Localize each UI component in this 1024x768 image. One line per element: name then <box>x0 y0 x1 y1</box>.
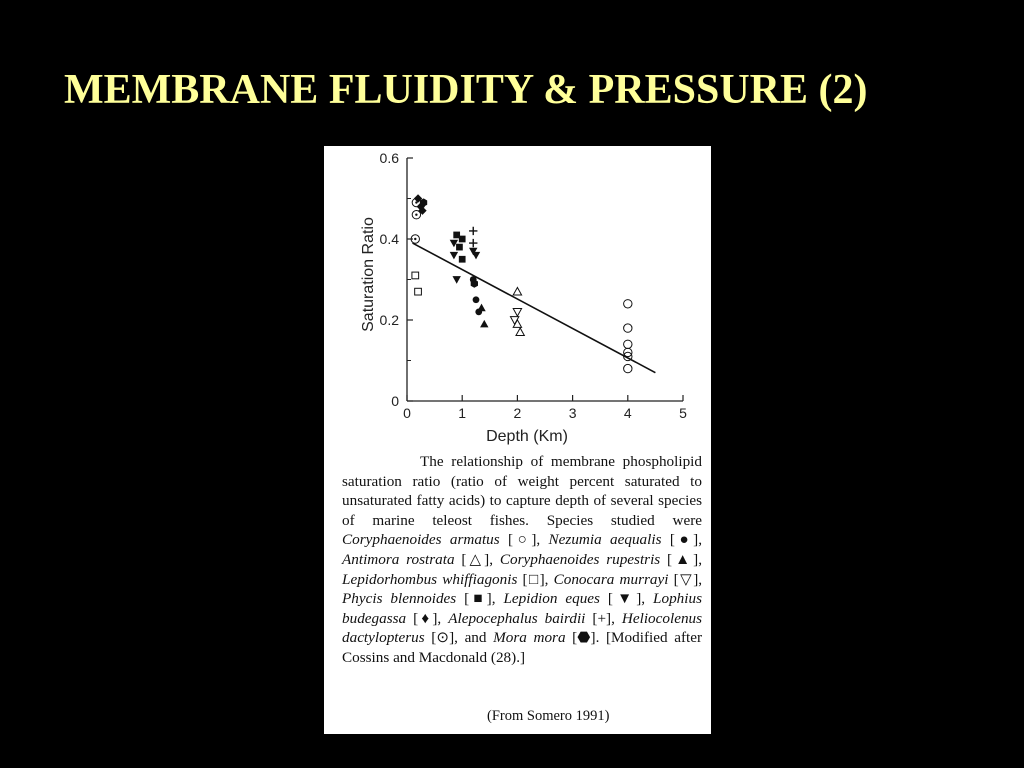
species-separator: , <box>544 570 549 588</box>
species-separator: , <box>611 609 615 627</box>
marker-open-circle <box>624 364 632 372</box>
species-entry: Alepocephalus bairdii [+], <box>448 609 615 627</box>
species-entry: Lophius budegassa [♦], <box>342 590 702 627</box>
species-separator: , <box>698 570 703 588</box>
species-symbol: ▼ <box>612 590 637 608</box>
marker-dotted-circle-center <box>415 214 417 216</box>
species-entry: Coryphaenoides armatus [○], <box>342 531 541 549</box>
species-separator: , and <box>454 629 487 647</box>
species-name: Alepocephalus bairdii <box>448 609 586 627</box>
scatter-chart <box>324 146 711 446</box>
species-symbol: ⬣ <box>577 629 591 647</box>
species-separator: . <box>595 629 600 647</box>
species-entry: Antimora rostrata [△], <box>342 550 494 568</box>
species-symbol: □ <box>527 570 540 588</box>
species-entry: Phycis blennoides [■], <box>342 590 496 608</box>
x-tick-label: 0 <box>403 405 411 421</box>
marker-open-circle <box>624 340 632 348</box>
species-separator: , <box>437 609 442 627</box>
x-tick-label: 3 <box>568 405 577 421</box>
species-name: Lophius budegassa <box>342 590 702 627</box>
x-tick-label: 1 <box>458 405 467 421</box>
species-separator: , <box>536 531 541 549</box>
figure-credit: (From Somero 1991) <box>487 708 610 724</box>
marker-open-triangle <box>513 287 521 295</box>
species-symbol: ♦ <box>418 609 433 627</box>
species-symbol: △ <box>466 550 485 568</box>
species-separator: , <box>489 550 494 568</box>
species-symbol: ▽ <box>678 570 694 588</box>
marker-plus <box>469 227 477 235</box>
species-symbol: ○ <box>513 531 532 549</box>
species-name: Phycis blennoides <box>342 590 457 608</box>
marker-plus <box>469 239 477 247</box>
x-axis-label: Depth (Km) <box>486 428 568 445</box>
species-entry: Conocara murrayi [▽], <box>553 570 703 588</box>
caption-note: [Modified after Cossins and Macdonald (28).] <box>342 629 703 666</box>
species-name: Lepidion eques <box>503 590 600 608</box>
species-separator: , <box>491 590 496 608</box>
marker-open-triangle <box>516 328 524 336</box>
species-entry: Nezumia aequalis [●], <box>548 531 703 549</box>
species-entry: Heliocolenus dactylopterus [⊙], and <box>342 609 703 647</box>
x-tick-label: 4 <box>623 405 632 421</box>
marker-filled-square <box>459 236 466 243</box>
regression-line <box>413 243 656 373</box>
species-separator: , <box>698 550 703 568</box>
species-entry: Mora mora [⬣]. <box>493 629 600 647</box>
y-tick-label: 0 <box>391 393 399 409</box>
marker-open-square <box>415 288 422 295</box>
x-tick-label: 2 <box>513 405 522 421</box>
marker-open-circle <box>624 324 632 332</box>
marker-filled-triangle-down <box>472 252 480 260</box>
marker-open-triangle-down <box>513 309 521 317</box>
species-name: Coryphaenoides armatus <box>342 531 500 549</box>
species-entry: Lepidorhombus whiffiagonis [□], <box>342 570 549 588</box>
species-separator: , <box>641 590 646 608</box>
species-separator: , <box>698 531 703 549</box>
species-symbol: ▲ <box>672 550 694 568</box>
marker-filled-triangle <box>477 304 485 312</box>
figure-caption <box>342 452 702 668</box>
marker-dotted-circle-center <box>414 238 416 240</box>
species-name: Coryphaenoides rupestris <box>499 550 661 568</box>
species-name: Antimora rostrata <box>342 550 455 568</box>
marker-filled-square <box>459 256 466 263</box>
y-axis-label: Saturation Ratio <box>360 217 377 332</box>
species-symbol: ⊙ <box>436 629 450 647</box>
figure-panel <box>324 146 711 734</box>
y-tick-label: 0.4 <box>379 231 399 247</box>
species-name: Mora mora <box>493 629 566 647</box>
marker-dotted-circle-center <box>415 201 417 203</box>
y-tick-label: 0.6 <box>379 150 399 166</box>
slide-title: MEMBRANE FLUIDITY & PRESSURE (2) <box>64 67 868 113</box>
x-tick-label: 5 <box>679 405 687 421</box>
species-entry: Coryphaenoides rupestris [▲], <box>499 550 703 568</box>
species-symbol: ■ <box>469 590 487 608</box>
species-symbol: + <box>597 609 607 627</box>
species-name: Lepidorhombus whiffiagonis <box>342 570 518 588</box>
species-name: Heliocolenus dactylopterus <box>342 609 703 647</box>
species-name: Nezumia aequalis <box>548 531 662 549</box>
marker-filled-triangle-down <box>452 276 460 284</box>
species-name: Conocara murrayi <box>553 570 669 588</box>
y-tick-label: 0.2 <box>379 312 399 328</box>
marker-filled-square <box>456 244 463 251</box>
marker-filled-triangle <box>480 320 488 328</box>
marker-open-circle <box>624 300 632 308</box>
species-entry: Lepidion eques [▼], <box>503 590 646 608</box>
marker-filled-circle <box>473 296 480 303</box>
species-symbol: ● <box>674 531 694 549</box>
caption-intro: The relationship of membrane phospholipid saturation ratio (ratio of weight percent saturated to unsaturated fatty acids) to capture depth of several species of marine teleost fishes. Species studied were <box>342 453 702 529</box>
marker-open-square <box>412 272 419 279</box>
marker-filled-triangle-down <box>450 252 458 260</box>
